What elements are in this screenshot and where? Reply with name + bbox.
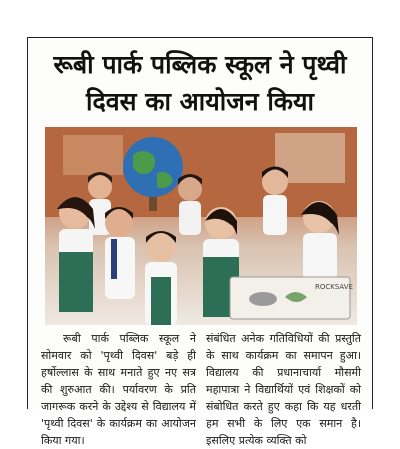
article-body (41, 330, 361, 447)
article-column-right: संबंधित अनेक गतिविधियों की प्रस्तुति के साथ कार्यक्रम का समापन हुआ। विद्यालय की प्रधानाचार्या मौसमी महापात्रा ने विद्यार्थियों एवं शिक्षकों को संबोधित करते हुए कहा कि यह धरती हम सभी के लिए एक समान है। इसलिए प्रत्येक व्यक्ति को (206, 332, 361, 447)
event-photo (45, 127, 357, 325)
poster-text: ROCKSAVE (315, 283, 353, 291)
newspaper-clipping (27, 37, 373, 447)
article-column-left: रूबी पार्क पब्लिक स्कूल ने सोमवार को 'पृथ्वी दिवस' बड़े ही हर्षोल्लास के साथ मनाते हुए नए सत्र की शुरुआत की। पर्यावरण के प्रति जागरूक करने के उद्देश्य से विद्यालय में 'पृथ्वी दिवस' के कार्यक्रम का आयोजन किया गया। (41, 332, 196, 447)
headline: रूबी पार्क पब्लिक स्कूल ने पृथ्वी दिवस का आयोजन किया (53, 50, 347, 116)
children-with-globe-illustration (45, 127, 357, 325)
